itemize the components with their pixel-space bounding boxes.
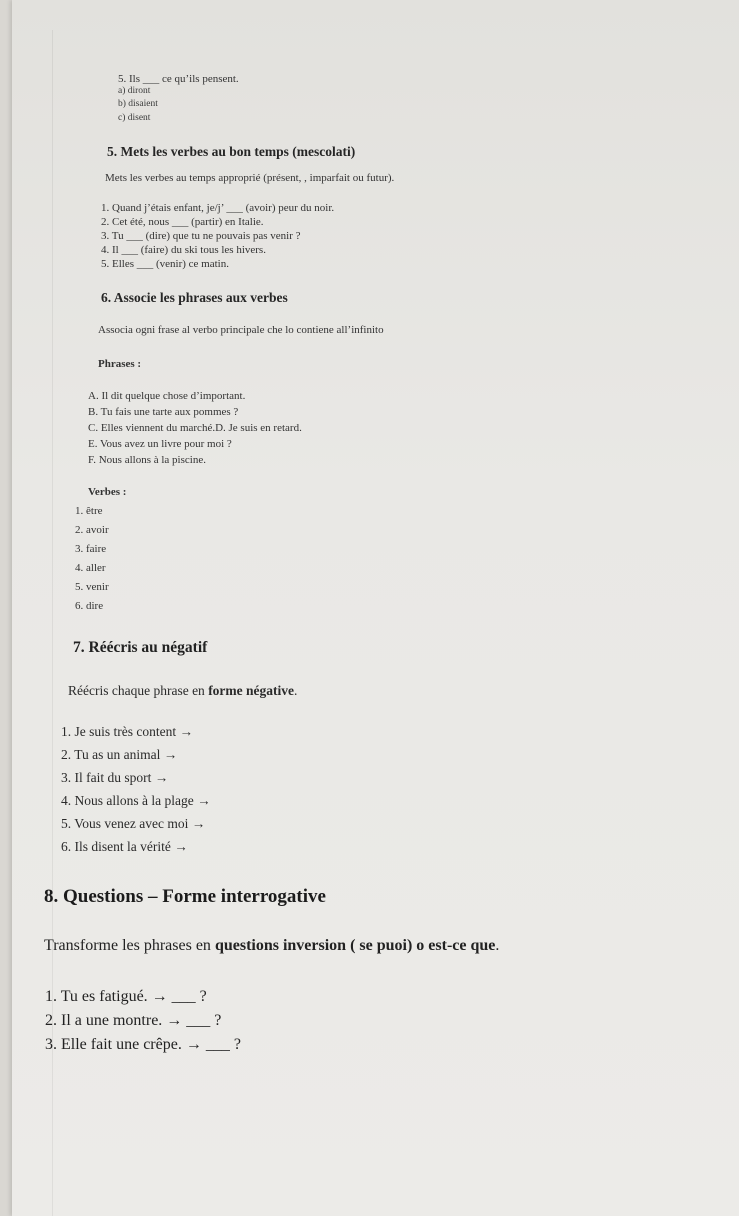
q5-option-b: b) disaient bbox=[118, 99, 158, 109]
phrase-c-d: C. Elles viennent du marché.D. Je suis en retard. bbox=[88, 422, 302, 434]
section7-title: 7. Réécris au négatif bbox=[73, 639, 208, 656]
q5-option-c: c) disent bbox=[118, 113, 151, 123]
verb-2: 2. avoir bbox=[75, 524, 109, 536]
verb-6: 6. dire bbox=[75, 600, 104, 612]
section5-item-5: 5. Elles ___ (venir) ce matin. bbox=[101, 258, 229, 270]
question-item-1: 1. Tu es fatigué. → ___ ? bbox=[45, 988, 207, 1005]
verbs-label: Verbes : bbox=[88, 486, 127, 498]
verb-5: 5. venir bbox=[75, 581, 109, 593]
section5-item-3: 3. Tu ___ (dire) que tu ne pouvais pas venir ? bbox=[101, 230, 301, 242]
phrase-b: B. Tu fais une tarte aux pommes ? bbox=[88, 406, 239, 418]
phrase-e: E. Vous avez un livre pour moi ? bbox=[88, 438, 232, 450]
verb-4: 4. aller bbox=[75, 562, 106, 574]
neg-item-3: 3. Il fait du sport → bbox=[61, 770, 169, 785]
section5-item-2: 2. Cet été, nous ___ (partir) en Italie. bbox=[101, 216, 264, 228]
verb-1: 1. être bbox=[75, 505, 103, 517]
section5-title: 5. Mets les verbes au bon temps (mescolati) bbox=[107, 144, 356, 159]
neg-item-1: 1. Je suis très content → bbox=[61, 724, 193, 739]
phrase-a: A. Il dit quelque chose d’important. bbox=[88, 390, 246, 402]
section8-instruction: Transforme les phrases en questions inversion ( se puoi) o est-ce que. bbox=[44, 937, 500, 954]
worksheet-page bbox=[12, 0, 739, 1216]
section5-instruction: Mets les verbes au temps approprié (présent, , imparfait ou futur). bbox=[105, 172, 395, 184]
section7-instruction: Réécris chaque phrase en forme négative. bbox=[68, 683, 298, 698]
neg-item-4: 4. Nous allons à la plage → bbox=[61, 793, 211, 808]
q5-option-a: a) diront bbox=[118, 86, 151, 96]
neg-item-5: 5. Vous venez avec moi → bbox=[61, 816, 206, 831]
verb-3: 3. faire bbox=[75, 543, 107, 555]
question-item-2: 2. Il a une montre. → ___ ? bbox=[45, 1012, 222, 1029]
section8-title: 8. Questions – Forme interrogative bbox=[44, 886, 326, 907]
section6-instruction: Associa ogni frase al verbo principale che lo contiene all’infinito bbox=[98, 324, 384, 336]
question-item-3: 3. Elle fait une crêpe. → ___ ? bbox=[45, 1036, 241, 1053]
section6-title: 6. Associe les phrases aux verbes bbox=[101, 290, 288, 305]
neg-item-2: 2. Tu as un animal → bbox=[61, 747, 178, 762]
phrase-f: F. Nous allons à la piscine. bbox=[88, 454, 206, 466]
section5-item-4: 4. Il ___ (faire) du ski tous les hivers. bbox=[101, 244, 266, 256]
phrases-label: Phrases : bbox=[98, 358, 142, 370]
neg-item-6: 6. Ils disent la vérité → bbox=[61, 839, 188, 854]
q5-question: 5. Ils ___ ce qu’ils pensent. bbox=[118, 73, 239, 85]
section5-item-1: 1. Quand j’étais enfant, je/j’ ___ (avoir) peur du noir. bbox=[101, 202, 335, 214]
